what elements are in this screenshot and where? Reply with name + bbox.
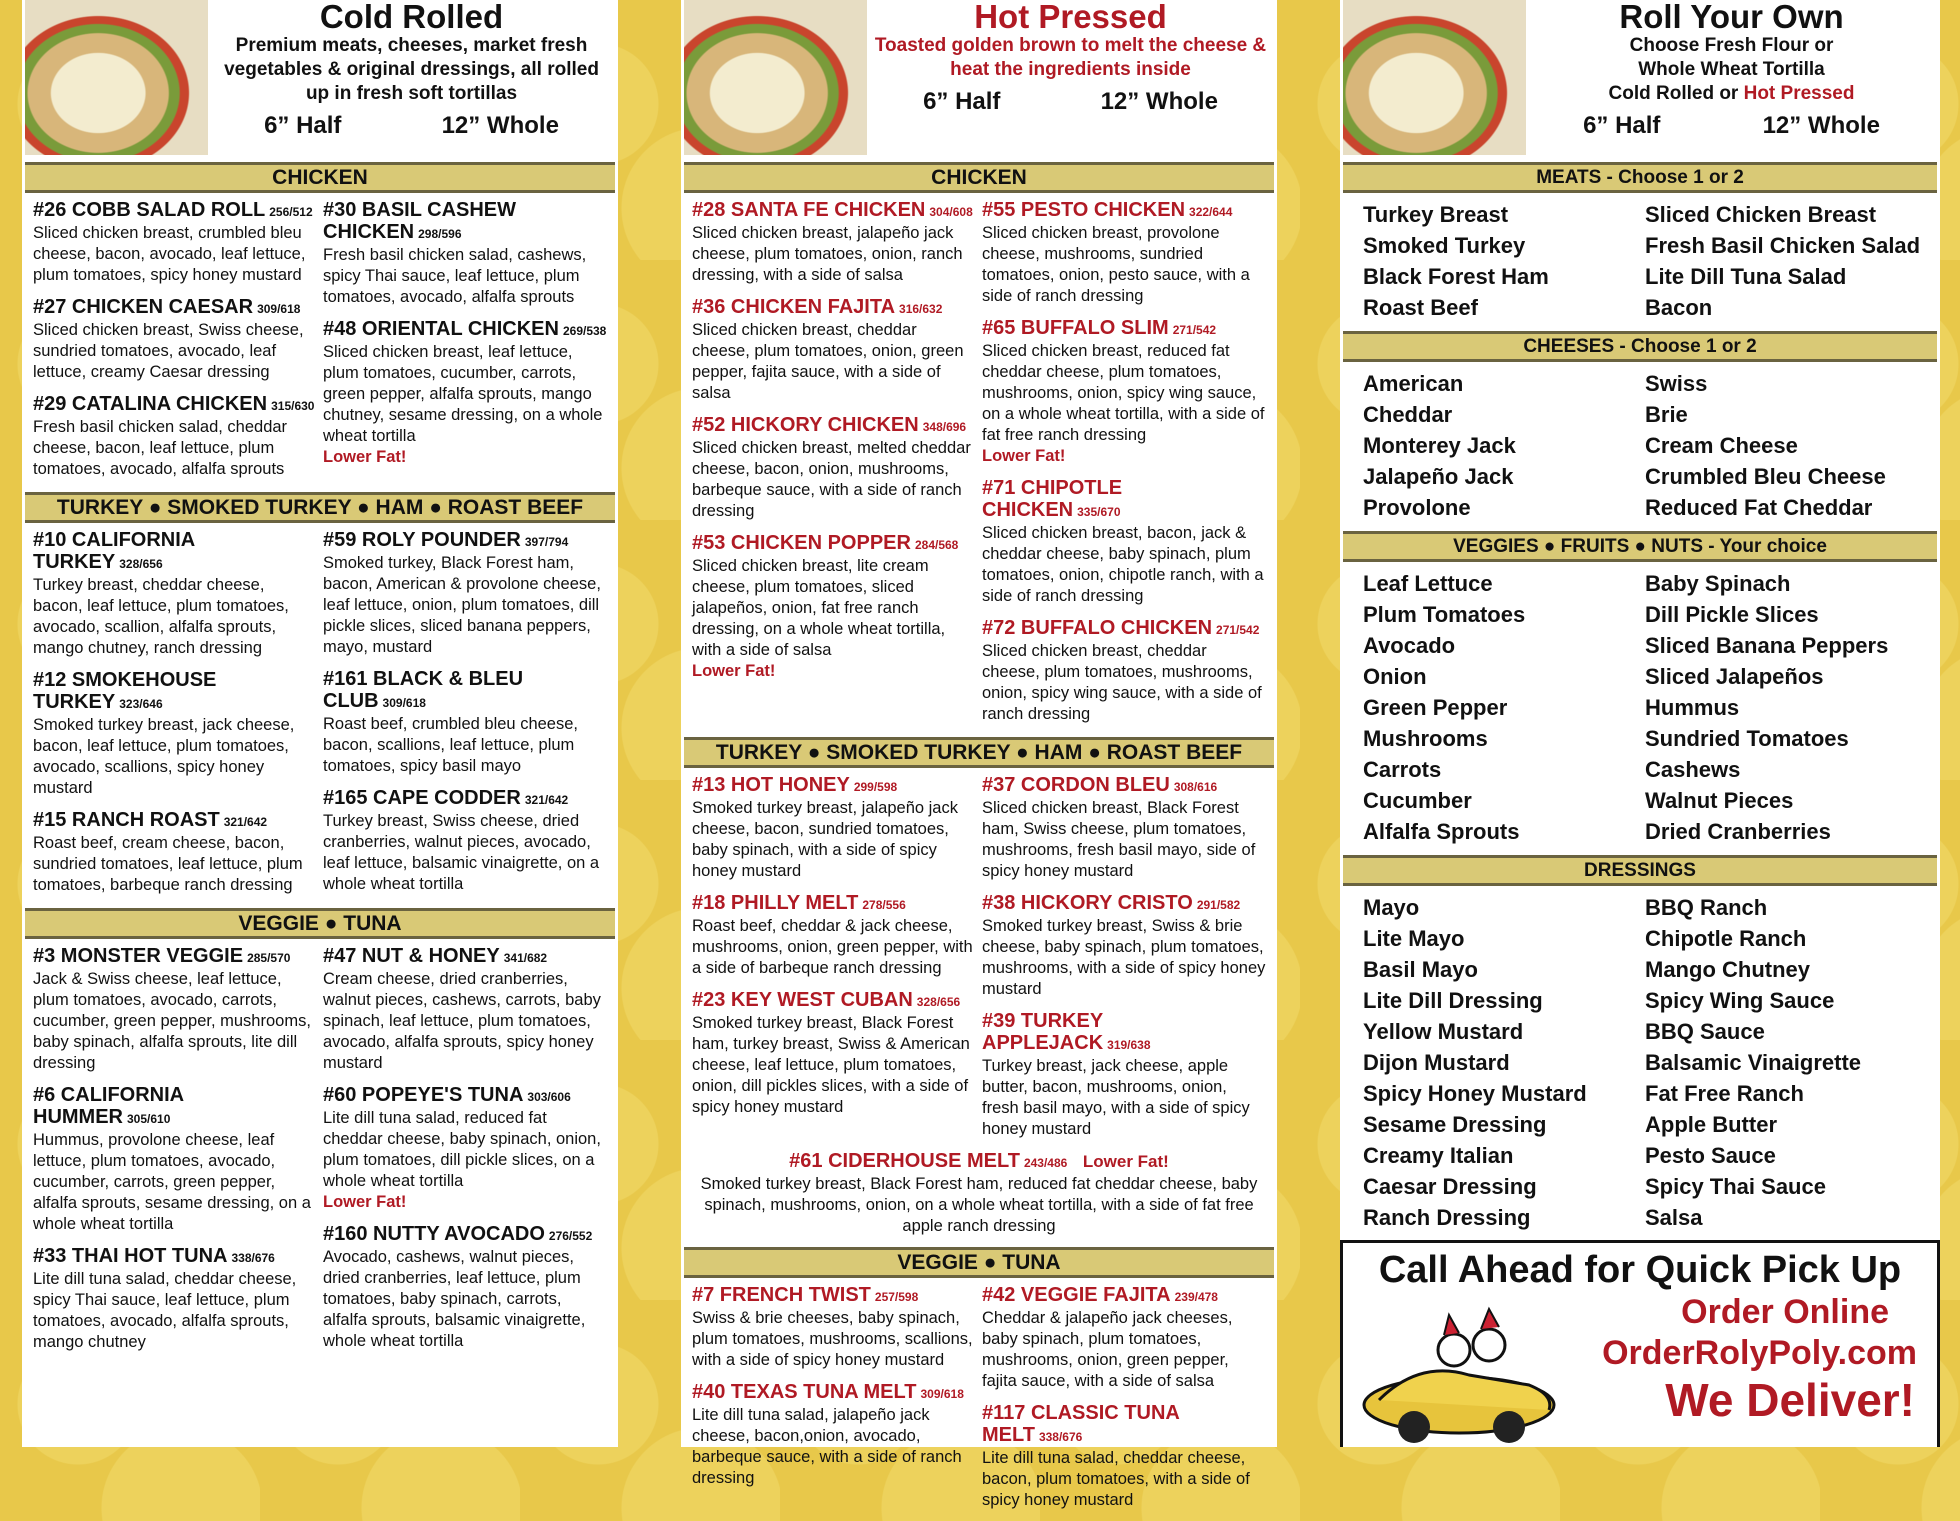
calorie-count: 239/478 [1174, 1290, 1218, 1304]
section-header-meats-choose-1-or-2: MEATS - Choose 1 or 2 [1343, 162, 1937, 193]
menu-item-description: Fresh basil chicken salad, cashews, spicy Thai sauce, leaf lettuce, plum tomatoes, avocado, alfalfa sprouts [323, 246, 587, 306]
calorie-count: 256/512 [269, 205, 313, 219]
menu-item-description: Roast beef, crumbled bleu cheese, bacon, scallions, leaf lettuce, plum tomatoes, spicy basil mayo [323, 715, 578, 775]
roll-your-own-sub2: Whole Wheat Tortilla [1638, 59, 1825, 80]
hot-pressed-title: Hot Pressed [974, 0, 1167, 35]
lower-fat-note: Lower Fat! [323, 448, 407, 466]
menu-item[interactable] [33, 529, 317, 659]
menu-item[interactable] [982, 617, 1266, 725]
menu-item-name: #18 PHILLY MELT 278/556 [692, 892, 906, 914]
menu-item[interactable] [323, 945, 607, 1074]
option-item[interactable]: Sliced Banana Peppers [1645, 633, 1889, 658]
menu-item-name: #3 MONSTER VEGGIE 285/570 [33, 945, 291, 967]
calorie-count: 278/556 [862, 898, 906, 912]
option-item[interactable]: Sliced Jalapeños [1645, 664, 1824, 689]
menu-item-name: #48 ORIENTAL CHICKEN 269/538 [323, 318, 607, 340]
calorie-count: 309/618 [257, 302, 301, 316]
section-items [684, 193, 1274, 735]
menu-item-name: #65 BUFFALO SLIM 271/542 [982, 317, 1217, 339]
calorie-count: 305/610 [127, 1112, 171, 1126]
size-half: 6” Half [264, 112, 342, 139]
option-item[interactable]: Green Pepper [1363, 695, 1508, 720]
menu-item-name: #36 CHICKEN FAJITA 316/632 [692, 296, 943, 318]
promo-headline: Call Ahead for Quick Pick Up [1378, 1249, 1902, 1291]
menu-item[interactable] [323, 1084, 607, 1213]
option-item[interactable]: Lite Dill Tuna Salad [1645, 264, 1847, 289]
menu-item-description: Sliced chicken breast, crumbled bleu cheese, bacon, avocado, leaf lettuce, plum tomatoes, spicy honey mustard [33, 224, 306, 284]
menu-item-name: #161 BLACK & BLEU CLUB 309/618 [323, 668, 524, 712]
menu-item[interactable] [692, 1381, 976, 1489]
menu-item-name: #71 CHIPOTLE CHICKEN 335/670 [982, 477, 1123, 521]
option-item[interactable]: Hummus [1645, 695, 1740, 720]
roll-your-own-header [1343, 0, 1937, 160]
section-items [25, 523, 615, 906]
menu-item-description: Smoked turkey breast, Black Forest ham, reduced fat cheddar cheese, baby spinach, mushrooms, onion, on a whole wheat tortilla, with a side of fat free apple ranch dressing [700, 1175, 1258, 1235]
section-items [25, 939, 615, 1363]
menu-item-name: #6 CALIFORNIA HUMMER 305/610 [33, 1084, 184, 1128]
menu-item[interactable] [692, 414, 976, 522]
menu-item-description: Sliced chicken breast, cheddar cheese, plum tomatoes, mushrooms, onion, spicy wing sauce, with a side of ranch dressing [982, 642, 1262, 723]
calorie-count: 397/794 [524, 535, 569, 549]
option-list [1343, 362, 1937, 529]
menu-item-name: #52 HICKORY CHICKEN 348/696 [692, 414, 967, 436]
menu-item-description: Smoked turkey breast, Black Forest ham, turkey breast, Swiss & American cheese, leaf lettuce, plum tomatoes, onion, dill pickles slices, with a side of spicy honey mustard [692, 1014, 970, 1116]
menu-item-name: #23 KEY WEST CUBAN 328/656 [692, 989, 961, 1011]
menu-item-description: Smoked turkey breast, jack cheese, bacon, leaf lettuce, plum tomatoes, avocado, scallions, spicy honey mustard [33, 716, 295, 797]
menu-item[interactable] [323, 1223, 607, 1352]
calorie-count: 338/676 [1038, 1430, 1083, 1444]
option-item[interactable]: Provolone [1363, 495, 1471, 520]
menu-item[interactable] [33, 393, 317, 480]
menu-item-wide[interactable] [684, 1150, 1274, 1237]
menu-item[interactable] [692, 989, 976, 1118]
calorie-count: 269/538 [562, 324, 607, 338]
menu-item[interactable] [982, 199, 1266, 307]
lower-fat-note: Lower Fat! [1082, 1152, 1169, 1171]
hot-pressed-option: Hot Pressed [1743, 83, 1855, 104]
option-item[interactable]: Cucumber [1363, 788, 1472, 813]
calorie-count: 271/542 [1172, 323, 1217, 337]
size-half: 6” Half [1583, 112, 1661, 139]
menu-item-description: Sliced chicken breast, leaf lettuce, plum tomatoes, cucumber, carrots, green pepper, alfalfa sprouts, mango chutney, sesame dressing, on a whole wheat tortilla [323, 343, 603, 445]
menu-item-name: #117 CLASSIC TUNA MELT 338/676 [982, 1402, 1180, 1446]
option-item[interactable]: Baby Spinach [1645, 571, 1791, 596]
menu-item[interactable] [323, 787, 607, 895]
option-item[interactable]: Cheddar [1363, 402, 1453, 427]
option-item[interactable]: Ranch Dressing [1363, 1205, 1531, 1230]
option-item[interactable]: Bacon [1645, 295, 1713, 320]
lower-fat-note: Lower Fat! [982, 447, 1066, 465]
wrap-photo [25, 0, 208, 155]
menu-item-name: #37 CORDON BLEU 308/616 [982, 774, 1218, 796]
menu-item-name: #28 SANTA FE CHICKEN 304/608 [692, 199, 973, 221]
menu-item-description: Sliced chicken breast, Black Forest ham, Swiss cheese, plum tomatoes, mushrooms, fresh basil mayo, side of spicy honey mustard [982, 799, 1256, 880]
option-item[interactable]: Apple Butter [1645, 1112, 1777, 1137]
wrap-photo [684, 0, 867, 155]
calorie-count: 284/568 [914, 538, 959, 552]
menu-item-description: Sliced chicken breast, lite cream cheese, plum tomatoes, sliced jalapeños, onion, fat free ranch dressing, on a whole wheat tortilla, with a side of salsa [692, 557, 946, 659]
menu-item-description: Lite dill tuna salad, cheddar cheese, bacon, plum tomatoes, with a side of spicy honey mustard [982, 1449, 1250, 1509]
menu-item[interactable] [692, 892, 976, 979]
option-item[interactable]: Spicy Honey Mustard [1363, 1081, 1587, 1106]
section-header-turkey-smoked-turkey-ham-roast-beef: TURKEY ● SMOKED TURKEY ● HAM ● ROAST BEEF [25, 492, 615, 523]
calorie-count: 299/598 [853, 780, 898, 794]
call-ahead-promo [1340, 1240, 1940, 1447]
calorie-count: 243/486 [1023, 1156, 1068, 1170]
calorie-count: 348/696 [922, 420, 967, 434]
option-item[interactable]: Cashews [1645, 757, 1741, 782]
calorie-count: 304/608 [929, 205, 973, 219]
menu-item-description: Avocado, cashews, walnut pieces, dried cranberries, leaf lettuce, plum tomatoes, baby spinach, carrots, alfalfa sprouts, balsamic vinaigrette, whole wheat tortilla [323, 1248, 586, 1350]
section-header-chicken: CHICKEN [684, 162, 1274, 193]
promo-we-deliver: We Deliver! [1665, 1374, 1915, 1426]
option-item[interactable]: Mushrooms [1363, 726, 1488, 751]
option-item[interactable]: Cream Cheese [1645, 433, 1798, 458]
section-header-chicken: CHICKEN [25, 162, 615, 193]
menu-item-name: #72 BUFFALO CHICKEN 271/542 [982, 617, 1260, 639]
menu-item-description: Roast beef, cream cheese, bacon, sundried tomatoes, leaf lettuce, plum tomatoes, barbeque ranch dressing [33, 834, 303, 894]
menu-item-description: Fresh basil chicken salad, cheddar cheese, bacon, leaf lettuce, plum tomatoes, avocado, alfalfa sprouts [33, 418, 288, 478]
section-header-veggies-fruits-nuts-your-choice: VEGGIES ● FRUITS ● NUTS - Your choice [1343, 531, 1937, 562]
cold-rolled-subtitle: Premium meats, cheeses, market fresh vegetables & original dressings, all rolled up in fresh soft tortillas [224, 35, 599, 104]
option-item[interactable]: Black Forest Ham [1363, 264, 1549, 289]
calorie-count: 291/582 [1196, 898, 1241, 912]
menu-item[interactable] [323, 668, 607, 777]
menu-item-description: Cream cheese, dried cranberries, walnut pieces, cashews, carrots, baby spinach, leaf lettuce, plum tomatoes, avocado, alfalfa sprouts, spicy honey mustard [323, 970, 601, 1072]
option-item[interactable]: Reduced Fat Cheddar [1645, 495, 1873, 520]
option-item[interactable]: Turkey Breast [1363, 202, 1509, 227]
option-item[interactable]: Dill Pickle Slices [1645, 602, 1819, 627]
menu-item[interactable] [982, 1402, 1266, 1511]
option-item[interactable]: Yellow Mustard [1363, 1019, 1524, 1044]
menu-item[interactable] [323, 529, 607, 658]
menu-item[interactable] [323, 318, 607, 468]
menu-item-description: Lite dill tuna salad, reduced fat cheddar cheese, baby spinach, onion, plum tomatoes, dill pickle slices, on a whole wheat tortilla [323, 1109, 601, 1190]
menu-item-name: #27 CHICKEN CAESAR 309/618 [33, 296, 301, 318]
option-item[interactable]: Roast Beef [1363, 295, 1478, 320]
option-item[interactable]: Crumbled Bleu Cheese [1645, 464, 1886, 489]
option-item[interactable]: Basil Mayo [1363, 957, 1478, 982]
calorie-count: 319/638 [1107, 1038, 1151, 1052]
menu-item-name: #160 NUTTY AVOCADO 276/552 [323, 1223, 593, 1245]
option-item[interactable]: Chipotle Ranch [1645, 926, 1807, 951]
menu-item[interactable] [33, 669, 317, 799]
calorie-count: 328/656 [916, 995, 961, 1009]
option-item[interactable]: Balsamic Vinaigrette [1645, 1050, 1862, 1075]
option-item[interactable]: Fat Free Ranch [1645, 1081, 1804, 1106]
menu-item-name: #61 CIDERHOUSE MELT 243/486 Lower Fat! [789, 1150, 1169, 1172]
menu-item[interactable] [33, 945, 317, 1074]
menu-item-name: #26 COBB SALAD ROLL 256/512 [33, 199, 313, 221]
menu-item-description: Sliced chicken breast, bacon, jack & cheddar cheese, baby spinach, plum tomatoes, onion, chipotle ranch, with a side of ranch dressing [982, 524, 1264, 605]
option-item[interactable]: Sesame Dressing [1363, 1112, 1547, 1137]
cold-rolled-header [25, 0, 615, 160]
option-item[interactable]: Lite Dill Dressing [1363, 988, 1543, 1013]
menu-item-description: Lite dill tuna salad, jalapeño jack cheese, bacon,onion, avocado, barbeque sauce, with a side of ranch dressing [692, 1406, 962, 1487]
roll-your-own-sub1: Choose Fresh Flour or [1629, 35, 1834, 56]
option-item[interactable]: Spicy Wing Sauce [1645, 988, 1835, 1013]
menu-item-description: Smoked turkey breast, jalapeño jack cheese, bacon, sundried tomatoes, baby spinach, with a side of spicy honey mustard [692, 799, 958, 880]
option-item[interactable]: Plum Tomatoes [1363, 602, 1526, 627]
menu-item[interactable] [982, 477, 1266, 607]
menu-item-description: Jack & Swiss cheese, leaf lettuce, plum tomatoes, avocado, carrots, cucumber, green pepper, mushrooms, baby spinach, alfalfa sprouts, lite dill dressing [33, 970, 311, 1072]
menu-item-name: #7 FRENCH TWIST 257/598 [692, 1284, 919, 1306]
option-item[interactable]: BBQ Ranch [1645, 895, 1768, 920]
calorie-count: 285/570 [247, 951, 291, 965]
calorie-count: 276/552 [548, 1229, 593, 1243]
option-item[interactable]: Onion [1363, 664, 1427, 689]
menu-item-name: #10 CALIFORNIA TURKEY 328/656 [33, 529, 195, 573]
cold-rolled-title: Cold Rolled [319, 0, 504, 35]
option-item[interactable]: Mayo [1363, 895, 1420, 920]
section-header-veggie-tuna: VEGGIE ● TUNA [684, 1247, 1274, 1278]
option-item[interactable]: Sundried Tomatoes [1645, 726, 1849, 751]
option-item[interactable]: Salsa [1645, 1205, 1703, 1230]
menu-item-name: #42 VEGGIE FAJITA 239/478 [982, 1284, 1218, 1306]
calorie-count: 271/542 [1216, 623, 1260, 637]
option-item[interactable]: Sliced Chicken Breast [1645, 202, 1877, 227]
menu-item-description: Turkey breast, Swiss cheese, dried cranberries, walnut pieces, avocado, leaf lettuce, balsamic vinaigrette, on a whole wheat tortilla [323, 812, 600, 893]
menu-item-name: #15 RANCH ROAST 321/642 [33, 809, 268, 831]
option-list [1343, 886, 1937, 1239]
menu-item-name: #165 CAPE CODDER 321/642 [323, 787, 569, 809]
size-half: 6” Half [923, 88, 1001, 115]
calorie-count: 321/642 [223, 815, 268, 829]
calorie-count: 309/618 [920, 1387, 964, 1401]
section-header-turkey-smoked-turkey-ham-roast-beef: TURKEY ● SMOKED TURKEY ● HAM ● ROAST BEEF [684, 737, 1274, 768]
menu-item[interactable] [982, 317, 1266, 467]
calorie-count: 322/644 [1189, 205, 1233, 219]
option-item[interactable]: Pesto Sauce [1645, 1143, 1776, 1168]
menu-item-description: Smoked turkey, Black Forest ham, bacon, American & provolone cheese, leaf lettuce, onion, plum tomatoes, dill pickle slices, sliced banana peppers, mayo, mustard [323, 554, 601, 656]
option-item[interactable]: Alfalfa Sprouts [1363, 819, 1520, 844]
section-items [684, 1278, 1274, 1521]
option-item[interactable]: Leaf Lettuce [1363, 571, 1493, 596]
option-item[interactable]: Monterey Jack [1363, 433, 1516, 458]
menu-item[interactable] [692, 532, 976, 682]
menu-item-name: #38 HICKORY CRISTO 291/582 [982, 892, 1241, 914]
menu-item-description: Turkey breast, cheddar cheese, bacon, leaf lettuce, plum tomatoes, avocado, scallion, alfalfa sprouts, mango chutney, ranch dressing [33, 576, 289, 657]
menu-item[interactable] [982, 774, 1266, 882]
menu-item-description: Roast beef, cheddar & jack cheese, mushrooms, onion, green pepper, with a side of barbeque ranch dressing [692, 917, 973, 977]
menu-item-name: #13 HOT HONEY 299/598 [692, 774, 898, 796]
option-item[interactable]: Dried Cranberries [1645, 819, 1831, 844]
cold-rolled-column [22, 0, 618, 1447]
menu-item-description: Sliced chicken breast, melted cheddar cheese, bacon, onion, mushrooms, barbeque sauce, with a side of ranch dressing [692, 439, 971, 520]
calorie-count: 309/618 [382, 696, 426, 710]
menu-item-name: #33 THAI HOT TUNA 338/676 [33, 1245, 275, 1267]
calorie-count: 315/630 [271, 399, 315, 413]
section-header-dressings: DRESSINGS [1343, 855, 1937, 886]
menu-item-description: Sliced chicken breast, cheddar cheese, plum tomatoes, onion, green pepper, fajita sauce, with a side of salsa [692, 321, 964, 402]
menu-item-name: #40 TEXAS TUNA MELT 309/618 [692, 1381, 964, 1403]
roll-your-own-column [1340, 0, 1940, 1447]
size-whole: 12” Whole [1100, 88, 1218, 115]
menu-item-description: Turkey breast, jack cheese, apple butter, bacon, mushrooms, onion, fresh basil mayo, with a side of spicy honey mustard [982, 1057, 1250, 1138]
option-item[interactable]: Jalapeño Jack [1363, 464, 1514, 489]
menu-item[interactable] [692, 774, 976, 882]
section-items [25, 193, 615, 490]
wrap-photo [1343, 0, 1526, 155]
option-item[interactable]: Carrots [1363, 757, 1442, 782]
size-whole: 12” Whole [1762, 112, 1880, 139]
option-item[interactable]: Walnut Pieces [1645, 788, 1794, 813]
menu-item-name: #53 CHICKEN POPPER 284/568 [692, 532, 959, 554]
menu-item[interactable] [323, 199, 607, 308]
size-whole: 12” Whole [441, 112, 559, 139]
section-header-cheeses-choose-1-or-2: CHEESES - Choose 1 or 2 [1343, 331, 1937, 362]
roll-your-own-sub3 [1532, 82, 1931, 106]
menu-item-description: Sliced chicken breast, jalapeño jack cheese, plum tomatoes, onion, ranch dressing, with a side of salsa [692, 224, 963, 284]
menu-item[interactable] [982, 1010, 1266, 1140]
section-header-veggie-tuna: VEGGIE ● TUNA [25, 908, 615, 939]
menu-item-name: #59 ROLY POUNDER 397/794 [323, 529, 569, 551]
menu-item[interactable] [982, 892, 1266, 1000]
calorie-count: 335/670 [1077, 505, 1121, 519]
menu-item-name: #47 NUT & HONEY 341/682 [323, 945, 548, 967]
menu-item-name: #29 CATALINA CHICKEN 315/630 [33, 393, 315, 415]
lower-fat-note: Lower Fat! [692, 662, 776, 680]
menu-item[interactable] [33, 809, 317, 896]
hot-pressed-header [684, 0, 1274, 160]
calorie-count: 316/632 [899, 302, 943, 316]
lower-fat-note: Lower Fat! [323, 1193, 407, 1211]
calorie-count: 298/596 [418, 227, 462, 241]
menu-item[interactable] [692, 1284, 976, 1371]
menu-item[interactable] [692, 199, 976, 286]
option-item[interactable]: Brie [1645, 402, 1688, 427]
menu-item-name: #39 TURKEY APPLEJACK 319/638 [982, 1010, 1151, 1054]
promo-website-link[interactable]: OrderRolyPoly.com [1602, 1334, 1917, 1372]
option-item[interactable]: Mango Chutney [1645, 957, 1810, 982]
option-item[interactable]: Swiss [1645, 371, 1708, 396]
option-list [1343, 562, 1937, 853]
hot-pressed-column [681, 0, 1277, 1509]
menu-item-name: #12 SMOKEHOUSE TURKEY 323/646 [33, 669, 217, 713]
calorie-count: 341/682 [503, 951, 548, 965]
menu-item[interactable] [33, 1084, 317, 1235]
menu-item[interactable] [692, 296, 976, 404]
menu-item-description: Lite dill tuna salad, cheddar cheese, spicy Thai sauce, leaf lettuce, plum tomatoes, avocado, alfalfa sprouts, mango chutney [33, 1270, 297, 1351]
menu-item-name: #30 BASIL CASHEW CHICKEN 298/596 [323, 199, 517, 243]
menu-item[interactable] [982, 1284, 1266, 1392]
cold-rolled-option: Cold Rolled or [1608, 83, 1744, 104]
menu-item-description: Swiss & brie cheeses, baby spinach, plum tomatoes, mushrooms, scallions, with a side of spicy honey mustard [692, 1309, 973, 1369]
option-item[interactable]: American [1363, 371, 1464, 396]
option-item[interactable]: BBQ Sauce [1645, 1019, 1765, 1044]
option-item[interactable]: Caesar Dressing [1363, 1174, 1537, 1199]
menu-item-description: Cheddar & jalapeño jack cheeses, baby spinach, plum tomatoes, mushrooms, onion, green pepper, fajita sauce, with a side of salsa [982, 1309, 1233, 1390]
option-item[interactable]: Spicy Thai Sauce [1645, 1174, 1826, 1199]
calorie-count: 328/656 [119, 557, 163, 571]
calorie-count: 321/642 [524, 793, 569, 807]
hot-pressed-subtitle: Toasted golden brown to melt the cheese & heat the ingredients inside [874, 35, 1267, 80]
menu-item-description: Smoked turkey breast, Swiss & brie cheese, baby spinach, plum tomatoes, mushrooms, with a side of spicy honey mustard [982, 917, 1266, 998]
roll-your-own-title: Roll Your Own [1619, 0, 1844, 35]
menu-item[interactable] [33, 296, 317, 383]
menu-item-description: Sliced chicken breast, Swiss cheese, sundried tomatoes, avocado, leaf lettuce, creamy Caesar dressing [33, 321, 304, 381]
menu-item-name: #60 POPEYE'S TUNA 303/606 [323, 1084, 571, 1106]
calorie-count: 257/598 [874, 1290, 919, 1304]
menu-item-description: Sliced chicken breast, provolone cheese, mushrooms, sundried tomatoes, onion, pesto sauce, with a side of ranch dressing [982, 224, 1250, 305]
calorie-count: 303/606 [527, 1090, 571, 1104]
menu-item[interactable] [33, 199, 317, 286]
promo-order-online: Order Online [1681, 1293, 1889, 1331]
option-item[interactable]: Lite Mayo [1363, 926, 1465, 951]
delivery-car-icon [1359, 1305, 1559, 1445]
calorie-count: 338/676 [231, 1251, 275, 1265]
menu-item-description: Hummus, provolone cheese, leaf lettuce, plum tomatoes, avocado, cucumber, carrots, green pepper, alfalfa sprouts, sesame dressing, on a whole wheat tortilla [33, 1131, 311, 1233]
calorie-count: 308/616 [1173, 780, 1218, 794]
section-items [684, 768, 1274, 1150]
option-list [1343, 193, 1937, 329]
menu-item-name: #55 PESTO CHICKEN 322/644 [982, 199, 1233, 221]
menu-item-description: Sliced chicken breast, reduced fat cheddar cheese, plum tomatoes, mushrooms, onion, spicy wing sauce, on a whole wheat tortilla, with a side of fat free ranch dressing [982, 342, 1265, 444]
option-item[interactable]: Dijon Mustard [1363, 1050, 1510, 1075]
option-item[interactable]: Fresh Basil Chicken Salad [1645, 233, 1921, 258]
option-item[interactable]: Avocado [1363, 633, 1456, 658]
calorie-count: 323/646 [119, 697, 163, 711]
option-item[interactable]: Creamy Italian [1363, 1143, 1514, 1168]
menu-item[interactable] [33, 1245, 317, 1353]
option-item[interactable]: Smoked Turkey [1363, 233, 1526, 258]
